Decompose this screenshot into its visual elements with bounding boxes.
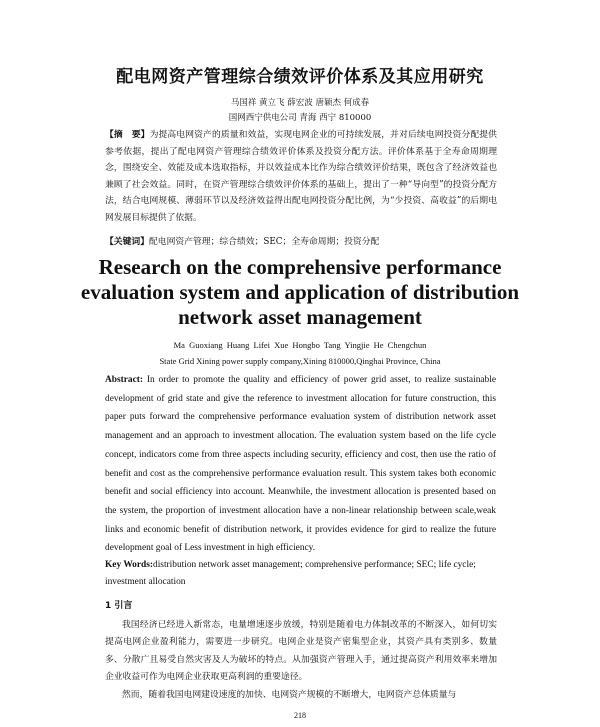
english-abstract-label: Abstract: xyxy=(105,375,144,385)
chinese-abstract-label: 【摘 要】 xyxy=(105,130,150,140)
introduction-body xyxy=(105,617,497,704)
english-authors: Ma Guoxiang Huang Lifei Xue Hongbo Tang Yingjie He Chengchun xyxy=(173,340,427,350)
english-keywords xyxy=(105,557,496,591)
chinese-title: 配电网资产管理综合绩效评价体系及其应用研究 xyxy=(116,67,484,87)
page-number: 218 xyxy=(294,711,306,720)
chinese-keywords-text: 配电网资产管理；综合绩效；SEC；全寿命周期；投资分配 xyxy=(149,237,380,247)
chinese-abstract-text: 为提高电网资产的质量和效益，实现电网企业的可持续发展，并对后续电网投资分配提供参考依据，提出了配电网资产管理综合绩效评价体系及投资分配方法。评价体系基于全寿命周期理念，围绕安全、效能及成本选取指标，并以效益成本比作为综合绩效评价结果，既包含了经济效益也兼顾了社会效益。同时，在资产管理综合绩效评价体系的基础上，提出了一种“导向型”的投资分配方法，结合电网规模、薄弱环节以及经济效益得出配电网投资分配比例，为“少投资、高收益”的后期电网发展目标提供了依据。 xyxy=(105,130,497,223)
chinese-authors: 马国祥 黄立飞 薛宏波 唐颖杰 何成春 xyxy=(230,98,370,108)
chinese-abstract xyxy=(105,127,497,227)
intro-paragraph-2: 然而，随着我国电网建设速度的加快、电网资产规模的不断增大，电网资产总体质量与 xyxy=(122,689,457,700)
chinese-keywords xyxy=(105,234,497,250)
english-keywords-text: distribution network asset management; comprehensive performance; SEC; life cycle; investment allocation xyxy=(105,560,476,587)
chinese-affiliation: 国网西宁供电公司 青海 西宁 810000 xyxy=(228,113,372,123)
section-heading-introduction: 1 引言 xyxy=(105,601,133,611)
english-keywords-label: Key Words: xyxy=(105,560,154,570)
chinese-keywords-label: 【关键词】 xyxy=(105,237,149,247)
english-title: Research on the comprehensive performance evaluation system and application of distribution network asset management xyxy=(80,255,520,329)
english-abstract xyxy=(105,371,496,558)
english-abstract-text: In order to promote the quality and efficiency of power grid asset, to realize sustainable development of grid state and give the reference to investment allocation for future construction, this paper puts forward the comprehensive performance evaluation system of distribution network asset management and an approach to investment allocation. The evaluation system based on the life cycle concept, indicators come from three aspects including security, efficiency and cost, then use the ratio of benefit and cost as the comprehensive performance evaluation result. This system takes both economic benefit and social efficiency into account. Meanwhile, the investment allocation is presented based on the system, the proportion of investment allocation have a non-linear relationship between scale,weak links and economic benefit of distribution network, it provides evidence for gird to realize the future development goal of Less investment in high efficiency. xyxy=(105,375,497,554)
intro-paragraph-1: 我国经济已经进入新常态，电量增速逐步放缓，特别是随着电力体制改革的不断深入，如何切实提高电网企业盈利能力，需要进一步研究。电网企业是资产密集型企业，其资产具有类别多、数量多、分散广且易受自然灾害及人为破坏的特点。从加强资产管理入手，通过提高资产利用效率来增加企业收益可作为电网企业获取更高利润的重要途径。 xyxy=(105,620,497,683)
english-affiliation: State Grid Xining power supply company,Xining 810000,Qinghai Province, China xyxy=(159,356,441,366)
